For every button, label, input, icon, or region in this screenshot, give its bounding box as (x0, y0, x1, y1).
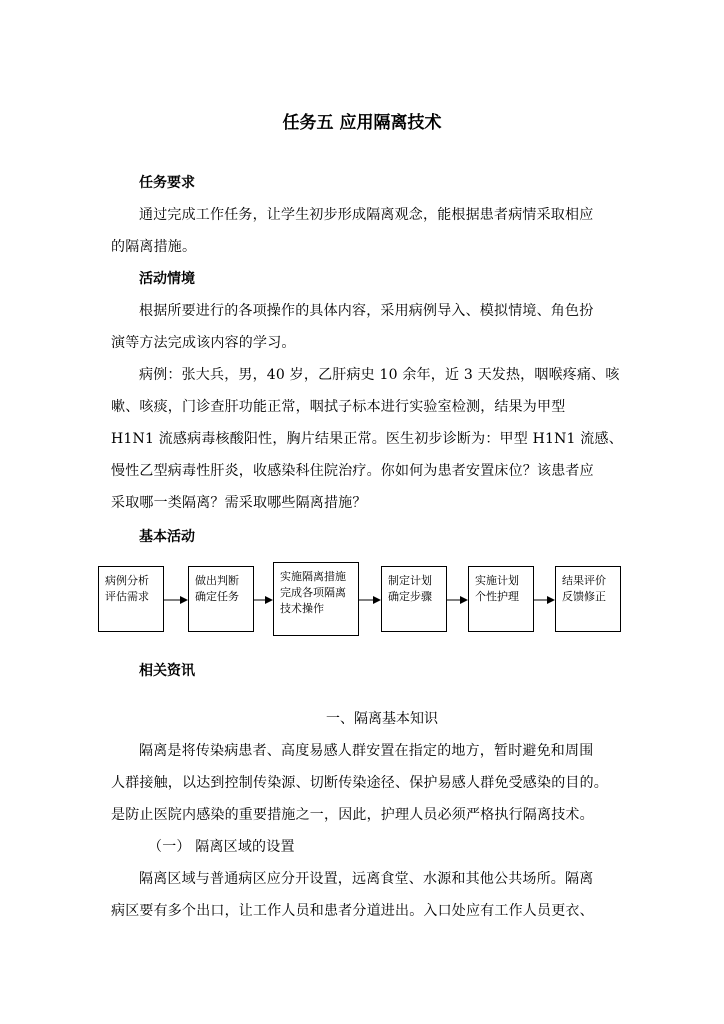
flow-box-line: 个性护理 (475, 590, 519, 603)
flow-box-line: 技术操作 (280, 602, 324, 615)
heading-activity-context: 活动情境 (139, 271, 195, 287)
flow-box-implement-isolation (273, 562, 359, 636)
heading-basic-activity: 基本活动 (139, 529, 195, 545)
flow-box-line: 结果评价 (562, 574, 606, 587)
heading-related-info: 相关资讯 (139, 663, 195, 679)
flow-box-line: 确定任务 (195, 590, 239, 603)
sub-heading: （一） 隔离区域的设置 (148, 839, 295, 855)
flow-box-make-plan (381, 566, 447, 632)
section-subtitle: 一、隔离基本知识 (326, 711, 438, 727)
text-line: 隔离区域与普通病区应分开设置，远离食堂、水源和其他公共场所。隔离 (139, 871, 594, 887)
flow-box-judgement (188, 566, 254, 632)
flow-box-evaluate (555, 566, 621, 632)
flow-box-line: 完成各项隔离 (280, 586, 346, 599)
flow-box-line: 确定步骤 (388, 590, 432, 603)
text-line: 嗽、咳痰，门诊查肝功能正常，咽拭子标本进行实验室检测，结果为甲型 (111, 399, 566, 415)
flow-box-line: 病例分析 (105, 574, 149, 587)
heading-task-requirements: 任务要求 (139, 175, 195, 191)
text-line: 采取哪一类隔离？需采取哪些隔离措施？ (111, 495, 367, 511)
text-line: 病例：张大兵，男，40 岁，乙肝病史 10 余年，近 3 天发热，咽喉疼痛、咳 (139, 367, 620, 383)
flow-box-case-analysis (98, 566, 164, 632)
flow-box-line: 反馈修正 (562, 590, 606, 603)
text-line: 慢性乙型病毒性肝炎，收感染科住院治疗。你如何为患者安置床位？该患者应 (111, 463, 594, 479)
text-line: 的隔离措施。 (111, 239, 197, 255)
text-line: 病区要有多个出口，让工作人员和患者分道进出。入口处应有工作人员更衣、 (111, 903, 594, 919)
text-line: 演等方法完成该内容的学习。 (111, 335, 296, 351)
flow-box-line: 实施隔离措施 (280, 570, 346, 583)
text-line: 通过完成工作任务，让学生初步形成隔离观念，能根据患者病情采取相应 (139, 207, 594, 223)
flow-box-line: 做出判断 (195, 574, 239, 587)
text-line: 根据所要进行的各项操作的具体内容，采用病例导入、模拟情境、角色扮 (139, 303, 594, 319)
text-line: 人群接触，以达到控制传染源、切断传染途径、保护易感人群免受感染的目的。 (111, 775, 608, 791)
flow-box-line: 实施计划 (475, 574, 519, 587)
page-title: 任务五 应用隔离技术 (282, 113, 442, 133)
flow-box-line: 评估需求 (105, 590, 149, 603)
text-line: 隔离是将传染病患者、高度易感人群安置在指定的地方，暂时避免和周围 (139, 743, 594, 759)
flow-box-execute-plan (468, 566, 534, 632)
text-line: 是防止医院内感染的重要措施之一，因此，护理人员必须严格执行隔离技术。 (111, 807, 594, 823)
text-line: H1N1 流感病毒核酸阳性，胸片结果正常。医生初步诊断为：甲型 H1N1 流感、 (111, 431, 623, 447)
flow-box-line: 制定计划 (388, 574, 432, 587)
